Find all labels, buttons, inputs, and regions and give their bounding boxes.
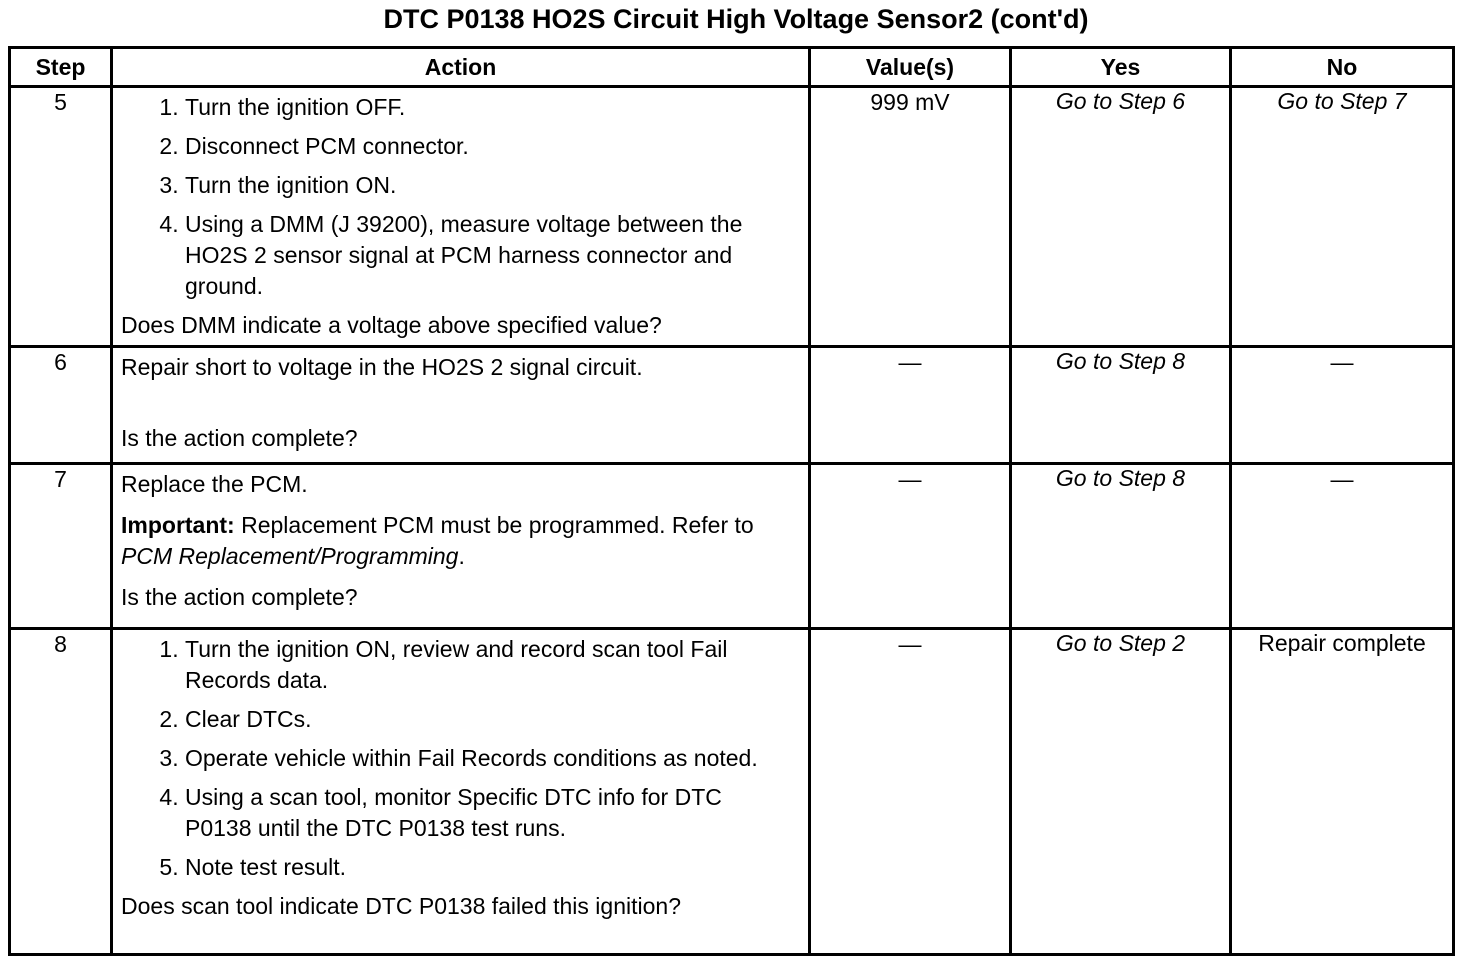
action-step: 5. Note test result. (185, 852, 762, 883)
yes-goto: Go to Step 2 (1055, 630, 1186, 656)
action-cell (112, 87, 810, 347)
important-note (121, 510, 802, 572)
table-row (10, 464, 1454, 629)
action-step: 4. Using a scan tool, monitor Specific DTC info for DTC P0138 until the DTC P0138 test runs. (185, 782, 762, 844)
yes-goto: Go to Step 8 (1055, 465, 1186, 491)
action-question: Is the action complete? (121, 584, 358, 610)
no-goto: Go to Step 7 (1277, 88, 1407, 114)
action-step: 3. Turn the ignition ON. (185, 170, 802, 201)
step-number: 8 (10, 629, 112, 955)
no-cell (1231, 87, 1454, 347)
action-question: Is the action complete? (121, 425, 358, 451)
action-cell (112, 629, 810, 955)
no-cell: Repair complete (1231, 629, 1454, 955)
value-cell: 999 mV (810, 87, 1011, 347)
header-step: Step (10, 48, 112, 87)
diagnostic-table (8, 46, 1455, 956)
table-row (10, 347, 1454, 464)
yes-goto: Go to Step 6 (1055, 88, 1186, 114)
action-text: Replace the PCM. (121, 471, 308, 497)
table-row (10, 629, 1454, 955)
value-cell: — (810, 464, 1011, 629)
action-steps (121, 92, 802, 302)
yes-cell (1011, 629, 1231, 955)
yes-cell (1011, 87, 1231, 347)
value-cell: — (810, 629, 1011, 955)
step-number: 7 (10, 464, 112, 629)
action-step: 4. Using a DMM (J 39200), measure voltage between the HO2S 2 sensor signal at PCM harness connector and ground. (185, 209, 802, 302)
header-no: No (1231, 48, 1454, 87)
table-row (10, 87, 1454, 347)
action-steps (121, 634, 802, 883)
action-step: 1. Turn the ignition OFF. (185, 92, 802, 123)
important-label: Important: (121, 512, 235, 538)
page-title: DTC P0138 HO2S Circuit High Voltage Sensor2 (cont'd) (383, 4, 1089, 34)
header-values: Value(s) (810, 48, 1011, 87)
action-question: Does scan tool indicate DTC P0138 failed this ignition? (121, 893, 681, 919)
action-question: Does DMM indicate a voltage above specified value? (121, 312, 662, 338)
yes-goto: Go to Step 8 (1055, 348, 1186, 374)
yes-cell (1011, 347, 1231, 464)
header-row (10, 48, 1454, 87)
header-yes: Yes (1011, 48, 1231, 87)
action-step: 2. Clear DTCs. (185, 704, 762, 735)
important-text: Replacement PCM must be programmed. Refer to (234, 512, 754, 538)
header-action: Action (112, 48, 810, 87)
step-number: 6 (10, 347, 112, 464)
action-cell (112, 347, 810, 464)
no-cell: — (1231, 347, 1454, 464)
value-cell: — (810, 347, 1011, 464)
important-end: . (458, 543, 465, 569)
no-cell: — (1231, 464, 1454, 629)
step-number: 5 (10, 87, 112, 347)
action-cell (112, 464, 810, 629)
action-step: 3. Operate vehicle within Fail Records conditions as noted. (185, 743, 762, 774)
action-text: Repair short to voltage in the HO2S 2 signal circuit. (121, 354, 643, 380)
yes-cell (1011, 464, 1231, 629)
action-step: 1. Turn the ignition ON, review and record scan tool Fail Records data. (185, 634, 762, 696)
action-step: 2. Disconnect PCM connector. (185, 131, 802, 162)
reference-link: PCM Replacement/Programming (121, 543, 459, 569)
